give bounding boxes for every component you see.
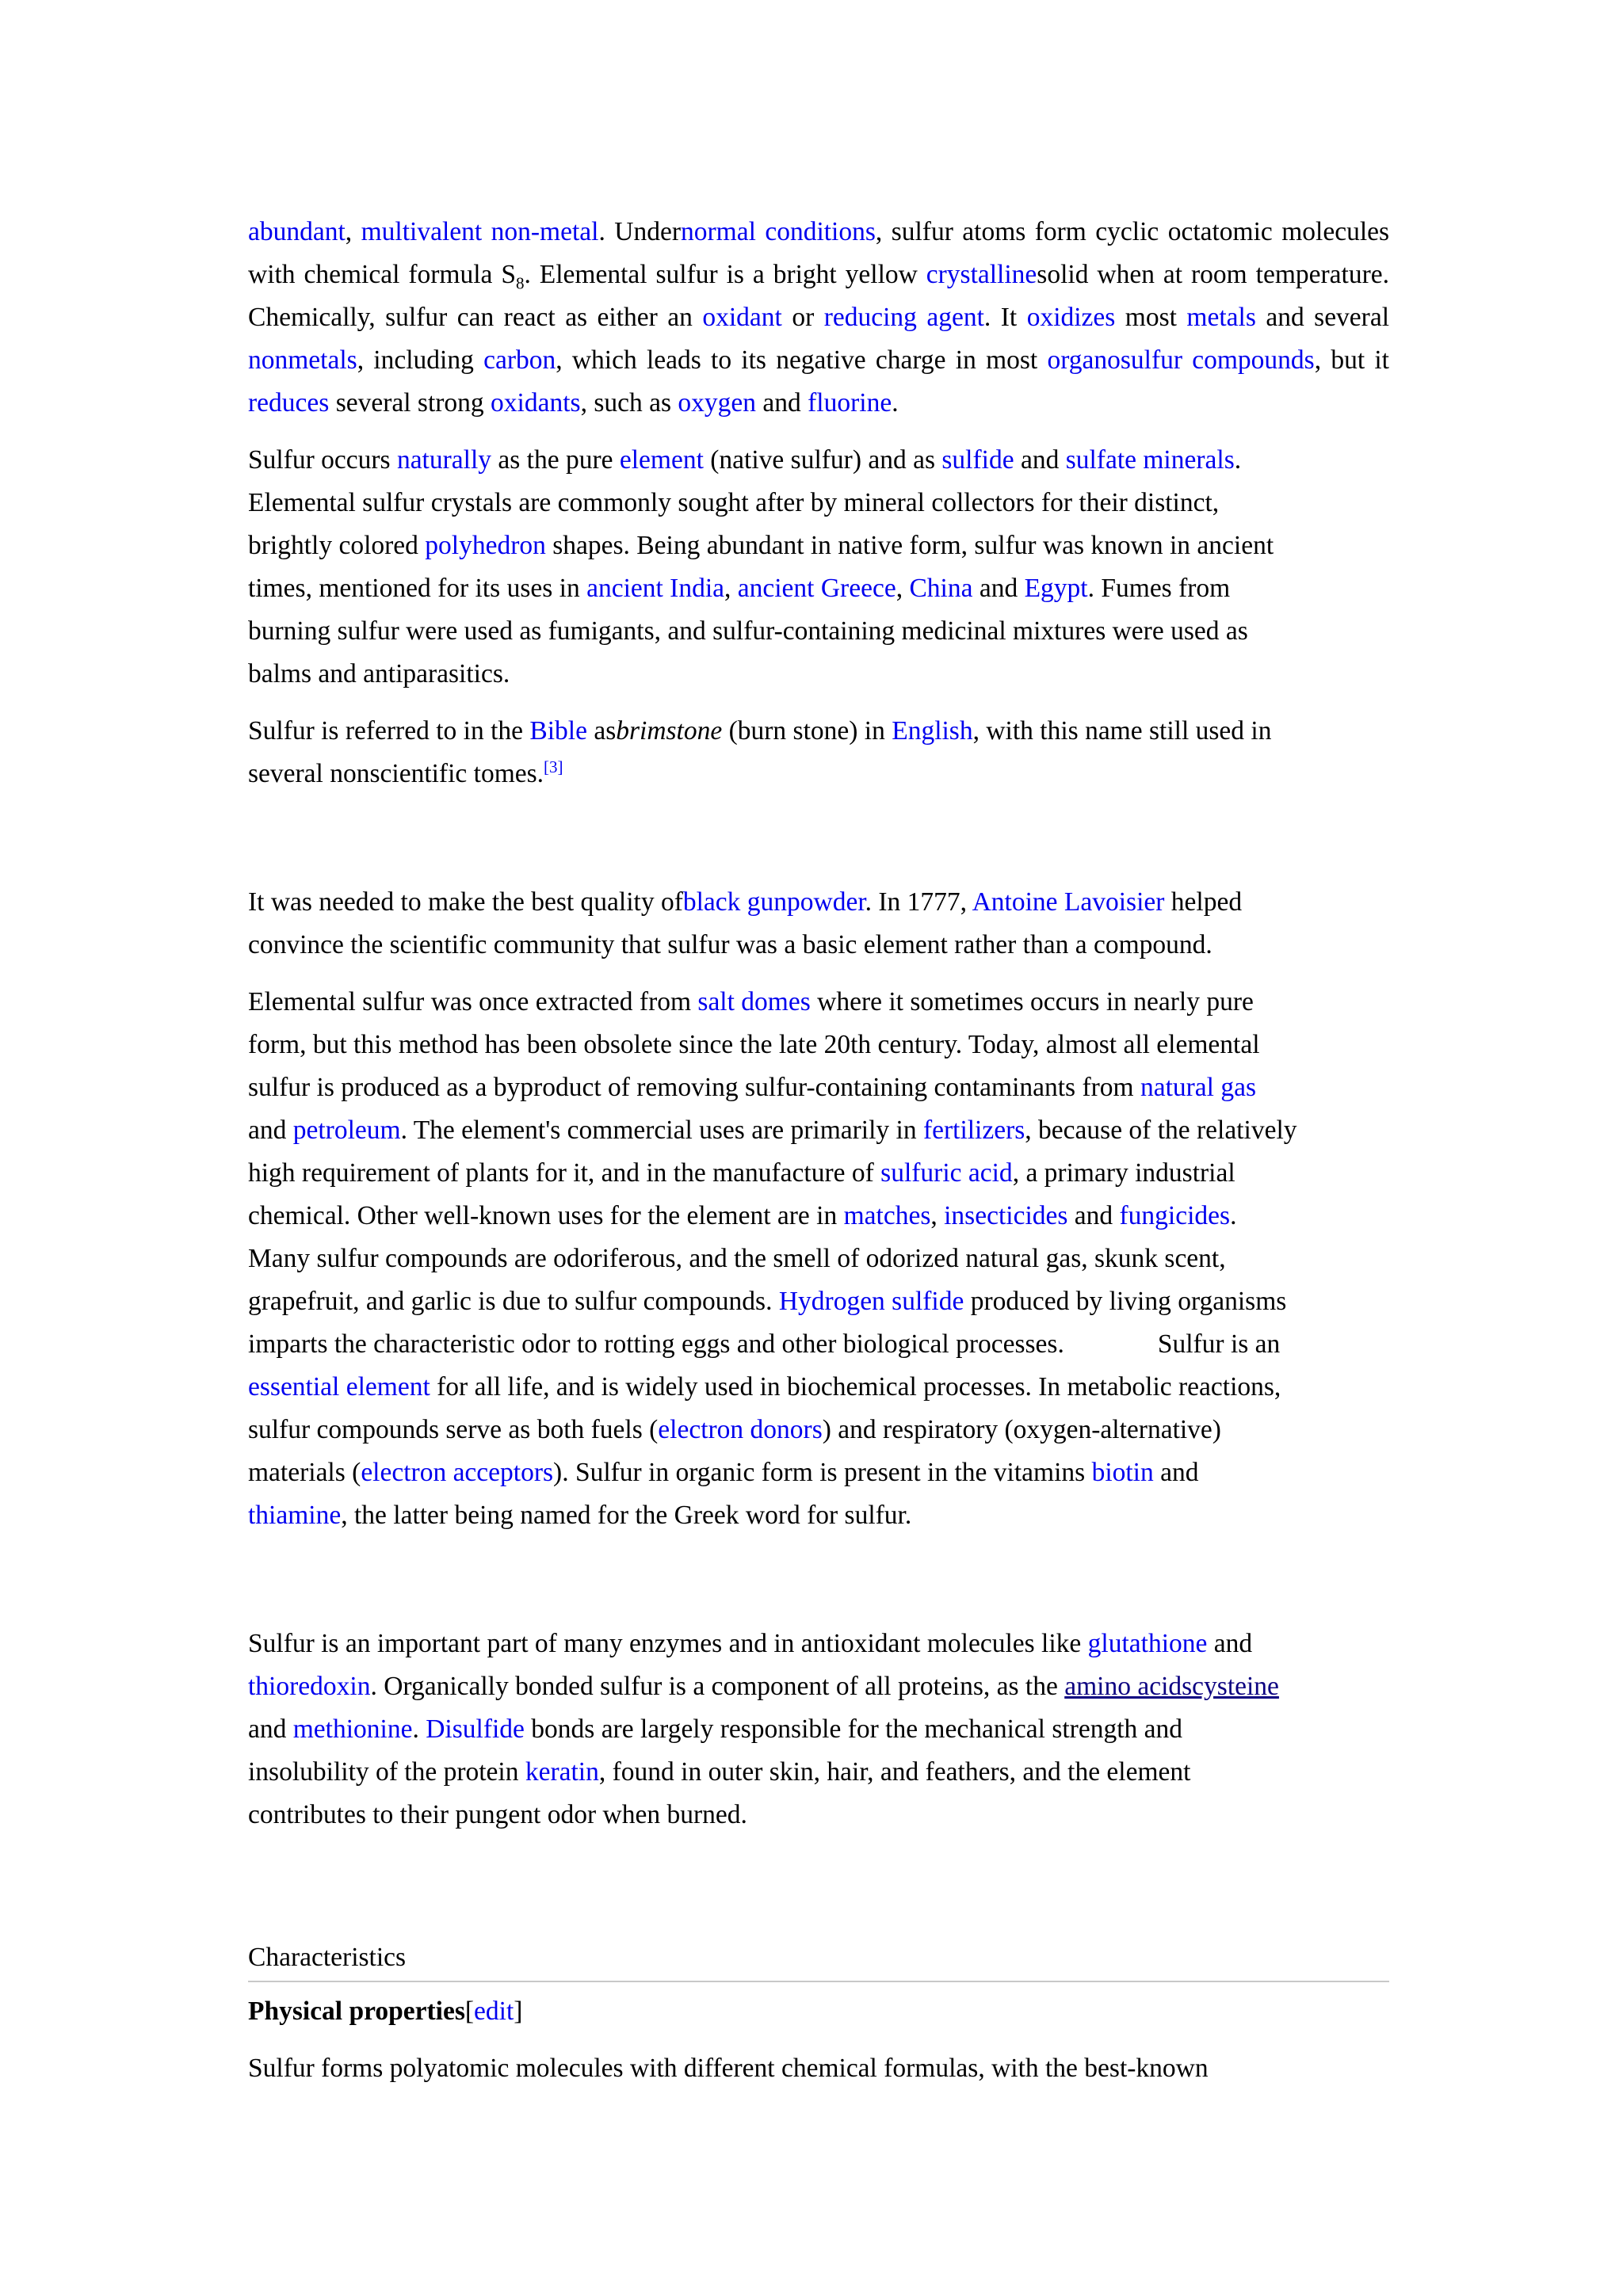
spacer [248,1551,1389,1623]
text: balms and antiparasitics. [248,659,510,688]
text: helped [1164,887,1243,917]
text: , including [357,345,484,375]
link-hydrogen-sulfide[interactable]: Hydrogen sulfide [778,1287,964,1316]
text: and [1014,445,1066,475]
link-natural-gas[interactable]: natural gas [1140,1073,1257,1102]
text: and [756,388,808,418]
text: Sulfur is an [1157,1329,1281,1359]
link-ancient-india[interactable]: ancient India [586,574,725,603]
link-element[interactable]: element [619,445,704,475]
link-non-metal[interactable]: non-metal [491,217,599,246]
link-polyhedron[interactable]: polyhedron [425,531,546,560]
link-glutathione[interactable]: glutathione [1087,1629,1208,1658]
text: (native sulfur) and as [703,445,942,475]
text: contributes to their pungent odor when burned. [248,1800,747,1829]
text: and [1207,1629,1253,1658]
link-china[interactable]: China [909,574,973,603]
text: convince the scientific community that sulfur was a basic element rather than a compound. [248,930,1212,959]
text: , with this name still used in [972,716,1272,746]
gunpowder-paragraph [248,881,1389,967]
text: or [781,303,824,332]
text: and [972,574,1025,603]
link-methionine[interactable]: methionine [292,1714,413,1744]
link-naturally[interactable]: naturally [396,445,492,475]
link-bible[interactable]: Bible [529,716,587,746]
link-electron-donors[interactable]: electron donors [658,1415,823,1444]
text: Many sulfur compounds are odoriferous, and the smell of odorized natural gas, skunk scent, [248,1244,1226,1273]
link-antoine-lavoisier[interactable]: Antoine Lavoisier [972,887,1165,917]
link-reducing-agent[interactable]: reducing agent [823,303,984,332]
text: (burn stone) in [722,716,892,746]
link-ancient-greece[interactable]: ancient Greece [737,574,896,603]
link-oxidant[interactable]: oxidant [702,303,782,332]
text: , [896,574,910,603]
link-fungicides[interactable]: fungicides [1119,1201,1231,1230]
link-petroleum[interactable]: petroleum [292,1116,401,1145]
text: , [930,1201,945,1230]
text: solid when at room temperature. Chemically, sulfur can react as either an [248,260,1389,332]
text: and [248,1116,293,1145]
text: insolubility of the protein [248,1757,525,1787]
edit-bracket: ] [514,1997,523,2026]
text: and [1153,1458,1199,1487]
link-black-gunpowder[interactable]: black gunpowder [682,887,865,917]
article-body [248,211,1389,2104]
bible-paragraph [248,710,1389,795]
text: . Fumes from [1087,574,1231,603]
text: bonds are largely responsible for the mechanical strength and [524,1714,1182,1744]
link-essential-element[interactable]: essential element [248,1372,430,1402]
text: several strong [329,388,491,418]
text: for all life, and is widely used in biochemical processes. In metabolic reactions, [430,1372,1281,1402]
link-sulfide[interactable]: sulfide [941,445,1014,475]
link-salt-domes[interactable]: salt domes [697,987,811,1016]
link-metals[interactable]: metals [1186,303,1256,332]
spacer [248,810,1389,881]
text: chemical. Other well-known uses for the element are in [248,1201,844,1230]
text: . [1230,1201,1237,1230]
text: burning sulfur were used as fumigants, and sulfur-containing medicinal mixtures were used as [248,616,1248,646]
text: . Organically bonded sulfur is a component of all proteins, as the [370,1672,1065,1701]
text: times, mentioned for its uses in [248,574,587,603]
link-biotin[interactable]: biotin [1091,1458,1154,1487]
link-english[interactable]: English [892,716,973,746]
link-abundant[interactable]: abundant [248,217,346,246]
link-disulfide[interactable]: Disulfide [426,1714,525,1744]
link-oxidants[interactable]: oxidants [491,388,581,418]
spacer [248,1851,1389,1936]
text: where it sometimes occurs in nearly pure [810,987,1254,1016]
text: ) and respiratory (oxygen-alternative) [822,1415,1221,1444]
link-oxygen[interactable]: oxygen [678,388,757,418]
link-fertilizers[interactable]: fertilizers [922,1116,1025,1145]
text: and several [1255,303,1390,332]
text: imparts the characteristic odor to rotting eggs and other biological processes. [248,1329,1064,1359]
citation-link[interactable]: [3] [544,757,563,776]
link-amino-acids-cysteine[interactable]: amino acidscysteine [1064,1672,1279,1701]
text: . Under [598,217,681,246]
link-oxidizes[interactable]: oxidizes [1026,303,1116,332]
subheading-physical-properties [248,1990,1389,2033]
text: Sulfur occurs [248,445,397,475]
text: Sulfur is referred to in the [248,716,530,746]
intro-paragraph [248,211,1389,425]
link-keratin[interactable]: keratin [525,1757,599,1787]
link-electron-acceptors[interactable]: electron acceptors [361,1458,554,1487]
text: , such as [580,388,678,418]
subheading-text: Physical properties [248,1997,465,2026]
text: sulfur compounds serve as both fuels ( [248,1415,659,1444]
link-normal-conditions[interactable]: normal conditions [681,217,876,246]
link-insecticides[interactable]: insecticides [944,1201,1068,1230]
occurrence-paragraph [248,439,1389,696]
italic-term: brimstone [616,716,723,746]
text: several nonscientific tomes. [248,759,544,788]
text: , because of the relatively [1025,1116,1297,1145]
link-thiamine[interactable]: thiamine [248,1501,342,1530]
text: Sulfur forms polyatomic molecules with different chemical formulas, with the best-known [248,2054,1209,2083]
text: . [892,388,899,418]
text: Elemental sulfur crystals are commonly sought after by mineral collectors for their distinct, [248,488,1220,517]
text: . The element's commercial uses are primarily in [400,1116,923,1145]
link-fluorine[interactable]: fluorine [808,388,892,418]
physical-properties-paragraph [248,2047,1389,2090]
text: and [248,1714,293,1744]
section-heading-characteristics [248,1936,1389,1982]
text: , which leads to its negative charge in most [556,345,1048,375]
section-heading-text: Characteristics [248,1943,407,1972]
text: . It [983,303,1027,332]
text: , a primary industrial [1012,1158,1235,1188]
text: as [586,716,617,746]
link-nonmetals[interactable]: nonmetals [248,345,357,375]
link-sulfate-minerals[interactable]: sulfate minerals [1065,445,1235,475]
link-sulfuric-acid[interactable]: sulfuric acid [880,1158,1013,1188]
text: ). Sulfur in organic form is present in the vitamins [553,1458,1092,1487]
text: . In 1777, [865,887,972,917]
text: produced by living organisms [964,1287,1287,1316]
link-matches[interactable]: matches [843,1201,931,1230]
link-egypt[interactable]: Egypt [1024,574,1088,603]
link-multivalent[interactable]: multivalent [361,217,483,246]
production-paragraph [248,981,1389,1537]
text: high requirement of plants for it, and in the manufacture of [248,1158,881,1188]
link-thioredoxin[interactable]: thioredoxin [248,1672,371,1701]
text [482,217,491,246]
text: grapefruit, and garlic is due to sulfur compounds. [248,1287,779,1316]
text: materials ( [248,1458,361,1487]
link-crystalline[interactable]: crystalline [926,260,1037,289]
text: . [1234,445,1242,475]
text: . [412,1714,426,1744]
text: , found in outer skin, hair, and feathers, and the element [598,1757,1191,1787]
text: most [1115,303,1187,332]
text: , [724,574,738,603]
text: . Elemental sulfur is a bright yellow [524,260,926,289]
text: , but it [1314,345,1389,375]
text: It was needed to make the best quality of [248,887,683,917]
text: sulfur is produced as a byproduct of removing sulfur-containing contaminants from [248,1073,1140,1102]
text: Sulfur is an important part of many enzymes and in antioxidant molecules like [248,1629,1088,1658]
text: , the latter being named for the Greek word for sulfur. [341,1501,912,1530]
link-reduces[interactable]: reduces [248,388,330,418]
edit-bracket: [ [464,1997,475,2026]
text: Elemental sulfur was once extracted from [248,987,698,1016]
text: shapes. Being abundant in native form, sulfur was known in ancient [545,531,1274,560]
text: , [345,217,361,246]
biology-paragraph [248,1623,1389,1836]
link-carbon[interactable]: carbon [483,345,556,375]
text: as the pure [491,445,620,475]
text: , sulfur atoms form cyclic octatomic molecules with chemical formula S [248,217,1390,289]
text: form, but this method has been obsolete since the late 20th century. Today, almost all elemental [248,1030,1260,1059]
text: brightly colored [248,531,426,560]
edit-link[interactable]: edit [474,1997,514,2026]
text: and [1067,1201,1120,1230]
subscript: 8 [515,273,525,293]
link-organosulfur-compounds[interactable]: organosulfur compounds [1047,345,1315,375]
